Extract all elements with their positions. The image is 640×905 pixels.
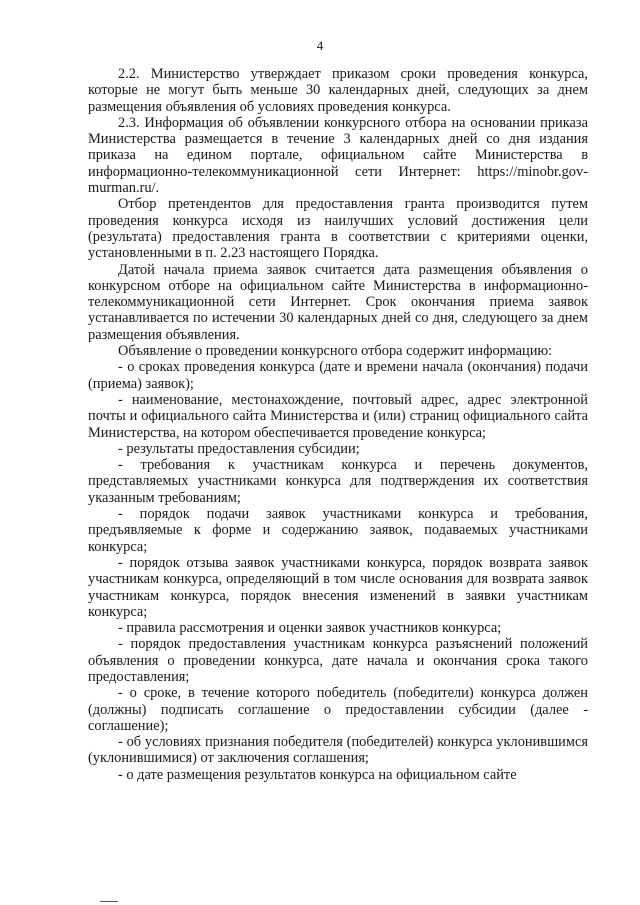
paragraph-start-date: Датой начала приема заявок считается дата размещения объявления о конкурсном отборе на официальном сайте Министерства в информационно-телекоммуникационной сети Интернет. Срок окончания приема заявок устанавливается по истечении 30 календарных дней со дня, следующего за днем размещения объявления. <box>88 261 588 343</box>
list-item: - результаты предоставления субсидии; <box>118 440 360 457</box>
list-item: - о сроках проведения конкурса (дате и времени начала (окончания) подачи (приема) заявок); <box>88 359 588 392</box>
document-body <box>88 66 588 783</box>
paragraph-2-2: 2.2. Министерство утверждает приказом сроки проведения конкурса, которые не могут быть меньше 30 календарных дней, следующих за днем размещения объявления об условиях проведения конкурса. <box>88 66 588 115</box>
paragraph-announcement-intro: Объявление о проведении конкурсного отбора содержит информацию: <box>118 343 553 360</box>
list-item: - требования к участникам конкурса и перечень документов, представляемых участниками конкурса для подтверждения их соответствия указанным требованиям; <box>88 457 588 506</box>
list-item: - правила рассмотрения и оценки заявок участников конкурса; <box>118 620 502 637</box>
list-item: - порядок отзыва заявок участниками конкурса, порядок возврата заявок участникам конкурса, определяющий в том числе основания для возврата заявок участникам конкурса, порядок внесения изменений в заявки участникам конкурса; <box>88 554 588 620</box>
list-item: - порядок предоставления участникам конкурса разъяснений положений объявления о проведении конкурса, дате начала и окончания срока такого предоставления; <box>88 636 588 685</box>
footer-mark <box>100 901 118 902</box>
paragraph-2-3: 2.3. Информация об объявлении конкурсного отбора на основании приказа Министерства размещается в течение 3 календарных дней со дня издания приказа на едином портале, официальном сайте Министерства в информационно-телекоммуникационной сети Интернет: https://minobr.gov-murman.ru/. <box>88 114 588 197</box>
paragraph-selection: Отбор претендентов для предоставления гранта производится путем проведения конкурса исходя из наилучших условий достижения цели (результата) предоставления гранта в соответствии с критериями оценки, установленными в п. 2.23 настоящего Порядка. <box>88 196 588 262</box>
list-item: - о дате размещения результатов конкурса на официальном сайте <box>118 766 517 783</box>
list-item: - порядок подачи заявок участниками конкурса и требования, предъявляемые к форме и содержанию заявок, подаваемых участниками конкурса; <box>88 506 588 555</box>
list-item: - о сроке, в течение которого победитель (победители) конкурса должен (должны) подписать соглашение о предоставлении субсидии (далее - соглашение); <box>88 685 588 734</box>
list-item: - об условиях признания победителя (победителей) конкурса уклонившимся (уклонившимися) от заключения соглашения; <box>88 734 588 767</box>
page-number: 4 <box>316 38 324 53</box>
list-item: - наименование, местонахождение, почтовый адрес, адрес электронной почты и официального сайта Министерства и (или) страниц официального сайта Министерства, на котором обеспечивается проведение конкурса; <box>88 391 588 441</box>
